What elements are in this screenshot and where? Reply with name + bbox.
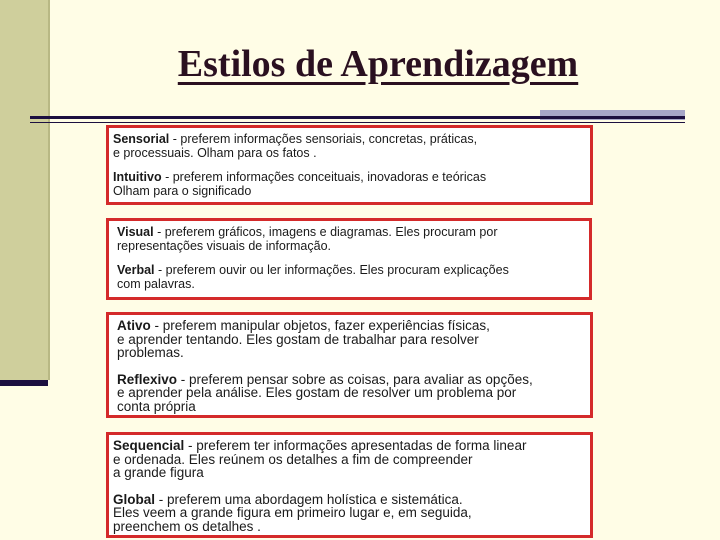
style-item-visual bbox=[117, 225, 583, 253]
style-desc-line: e ordenada. Eles reúnem os detalhes a fim de compreender bbox=[113, 451, 473, 467]
style-item-ativo bbox=[117, 319, 584, 360]
style-box-ativo-reflexivo bbox=[106, 312, 593, 418]
style-item-sensorial bbox=[113, 132, 584, 160]
style-desc-line: Eles veem a grande figura em primeiro lugar e, em seguida, bbox=[113, 505, 472, 520]
style-desc-line: Olham para o significado bbox=[113, 184, 252, 198]
style-desc-line: - preferem pensar sobre as coisas, para avaliar as opções, bbox=[177, 371, 533, 387]
style-desc-line: - preferem manipular objetos, fazer experiências físicas, bbox=[150, 318, 490, 333]
style-box-visual-verbal bbox=[106, 218, 592, 300]
style-desc-line: - preferem gráficos, imagens e diagramas. Eles procuram por bbox=[153, 225, 498, 239]
side-decor-bar-base bbox=[0, 380, 48, 386]
style-item-reflexivo bbox=[117, 373, 584, 414]
style-box-sensorial-intuitivo bbox=[106, 125, 593, 205]
style-desc-line: preenchem os detalhes . bbox=[113, 518, 261, 534]
style-term: Intuitivo bbox=[113, 170, 162, 184]
style-desc-line: - preferem uma abordagem holística e sistemática. bbox=[155, 491, 463, 507]
style-term: Reflexivo bbox=[117, 371, 178, 387]
style-item-sequencial bbox=[113, 439, 584, 480]
style-desc-line: - preferem ter informações apresentadas de forma linear bbox=[184, 438, 527, 453]
style-desc-line: - preferem ouvir ou ler informações. Eles procuram explicações bbox=[154, 263, 509, 277]
page-title: Estilos de Aprendizagem bbox=[177, 43, 579, 85]
style-desc-line: e aprender pela análise. Eles gostam de resolver um problema por bbox=[117, 385, 517, 400]
style-desc-line: conta própria bbox=[117, 398, 196, 414]
style-desc-line: problemas. bbox=[117, 345, 184, 360]
style-term: Sensorial bbox=[113, 132, 170, 146]
style-box-sequencial-global bbox=[106, 432, 593, 538]
style-term: Ativo bbox=[117, 318, 151, 333]
style-desc-line: a grande figura bbox=[113, 465, 204, 480]
style-term: Verbal bbox=[117, 263, 155, 277]
side-decor-bar bbox=[0, 0, 50, 380]
style-term: Sequencial bbox=[113, 438, 185, 453]
title-rule bbox=[30, 116, 685, 119]
style-item-global bbox=[113, 493, 584, 534]
style-desc-line: representações visuais de informação. bbox=[117, 239, 332, 253]
style-desc-line: e processuais. Olham para os fatos . bbox=[113, 146, 317, 160]
style-item-verbal bbox=[117, 263, 583, 291]
style-item-intuitivo bbox=[113, 170, 584, 198]
style-desc-line: - preferem informações sensoriais, concretas, práticas, bbox=[169, 132, 478, 146]
style-term: Visual bbox=[117, 225, 154, 239]
style-desc-line: e aprender tentando. Eles gostam de trabalhar para resolver bbox=[117, 331, 479, 347]
title-rule-thin bbox=[30, 122, 685, 123]
style-term: Global bbox=[113, 491, 156, 507]
style-desc-line: com palavras. bbox=[117, 277, 195, 291]
style-desc-line: - preferem informações conceituais, inovadoras e teóricas bbox=[161, 170, 487, 184]
